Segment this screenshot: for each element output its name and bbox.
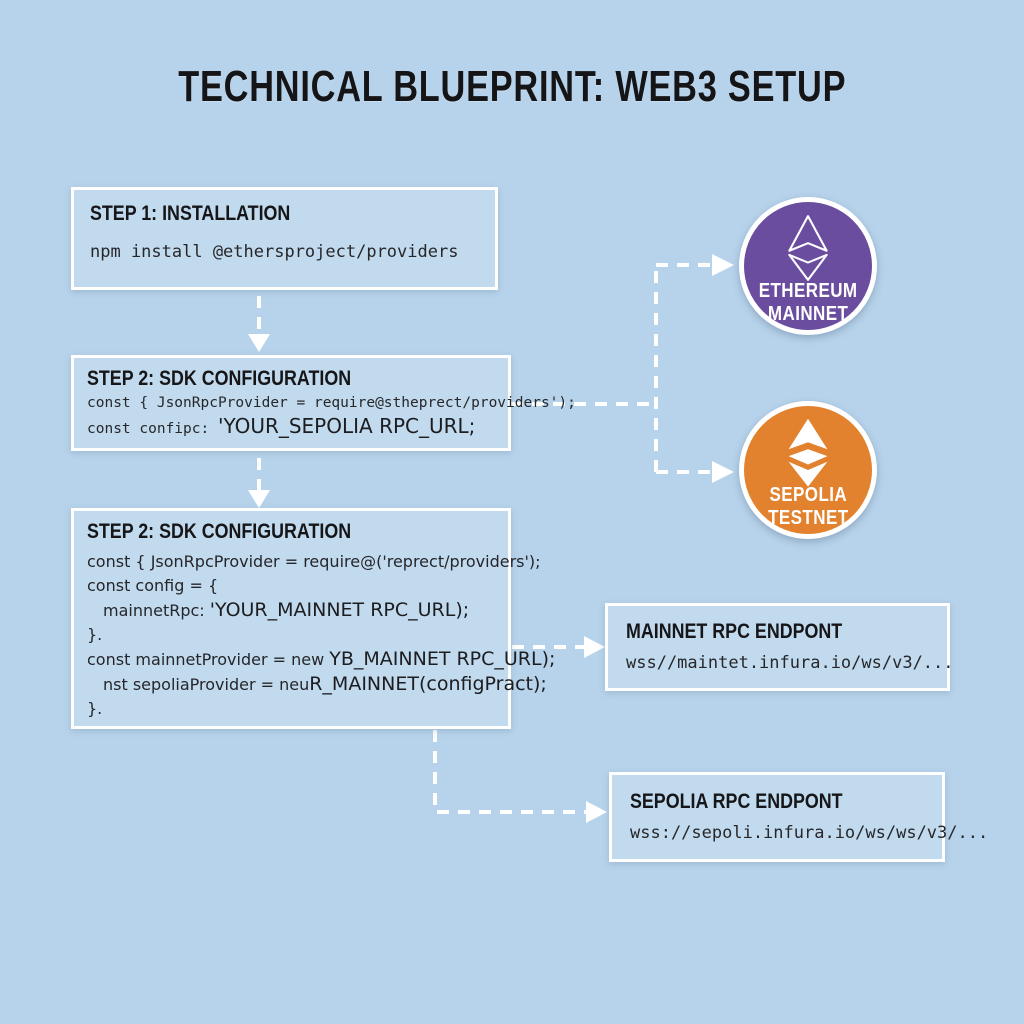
sepolia-badge-label-line1: SEPOLIA bbox=[769, 484, 847, 506]
page-title: TECHNICAL BLUEPRINT: WEB3 SETUP bbox=[177, 62, 847, 111]
step3-code-line6-highlight: R_MAINNET(configPract); bbox=[309, 673, 547, 695]
arrow-step2-to-step3 bbox=[248, 458, 270, 508]
mainnet-badge-label bbox=[759, 280, 858, 326]
sepolia-endpoint-url: wss://sepoli.infura.io/ws/ws/v3/... bbox=[630, 823, 989, 843]
sepolia-badge-label-line2: TESTNET bbox=[767, 507, 849, 529]
step3-code-line3-prefix: mainnetRpc: bbox=[103, 601, 210, 620]
sepolia-rpc-endpoint-box bbox=[609, 772, 989, 862]
mainnet-endpoint-heading: MAINNET RPC ENDPONT bbox=[626, 620, 843, 643]
step3-code-line5-prefix: const mainnetProvider = new bbox=[87, 650, 330, 669]
step3-heading: STEP 2: SDK CONFIGURATION bbox=[87, 520, 352, 543]
page-title-wrap bbox=[0, 62, 1024, 112]
step3-code-line5-highlight: YB_MAINNET RPC_URL); bbox=[329, 648, 556, 670]
sepolia-badge-label bbox=[768, 484, 848, 530]
step2-code-line1: const { JsonRpcProvider = require@stheprect/providers'); bbox=[87, 395, 576, 411]
step2-code-line2-highlight: 'YOUR_SEPOLIA RPC_URL; bbox=[217, 414, 476, 438]
step3-code-line7: }. bbox=[87, 699, 103, 718]
ethereum-mainnet-badge bbox=[739, 197, 877, 335]
branch-step2-to-badges bbox=[511, 254, 734, 483]
step3-code-line6 bbox=[87, 672, 547, 697]
step3-code-line3-highlight: 'YOUR_MAINNET RPC_URL); bbox=[209, 599, 470, 621]
mainnet-badge-label-line1: ETHEREUM bbox=[758, 280, 858, 302]
mainnet-badge-label-line2: MAINNET bbox=[767, 303, 849, 325]
mainnet-endpoint-url: wss//maintet.infura.io/ws/v3/... bbox=[626, 653, 954, 673]
step1-heading: STEP 1: INSTALLATION bbox=[90, 202, 291, 225]
arrow-step1-to-step2 bbox=[248, 296, 270, 352]
ethereum-logo-icon bbox=[770, 416, 846, 488]
step1-installation-box bbox=[71, 187, 498, 290]
ethereum-logo-icon bbox=[770, 212, 846, 284]
step3-code-line1: const { JsonRpcProvider = require@('reprect/providers'); bbox=[87, 552, 541, 571]
step2-heading: STEP 2: SDK CONFIGURATION bbox=[87, 367, 352, 390]
step2-sdk-config-box bbox=[71, 355, 576, 451]
step3-code-line5 bbox=[87, 647, 556, 672]
step3-code-line6-prefix: nst sepoliaProvider = neu bbox=[103, 675, 310, 694]
step3-code-line3 bbox=[87, 598, 495, 623]
step3-code-line4: }. bbox=[87, 625, 103, 644]
step2-code-line2-prefix: const confipc: bbox=[87, 421, 218, 437]
arrow-step3-to-sepolia-endpoint bbox=[435, 730, 607, 823]
step1-install-command: npm install @ethersproject/providers bbox=[90, 242, 459, 262]
step3-code-line2: const config = { bbox=[87, 576, 219, 595]
step2-code-line2 bbox=[87, 414, 495, 438]
sepolia-testnet-badge bbox=[739, 401, 877, 539]
sepolia-endpoint-heading: SEPOLIA RPC ENDPONT bbox=[630, 790, 843, 813]
mainnet-rpc-endpoint-box bbox=[605, 603, 954, 691]
step3-sdk-config-box bbox=[71, 508, 556, 729]
